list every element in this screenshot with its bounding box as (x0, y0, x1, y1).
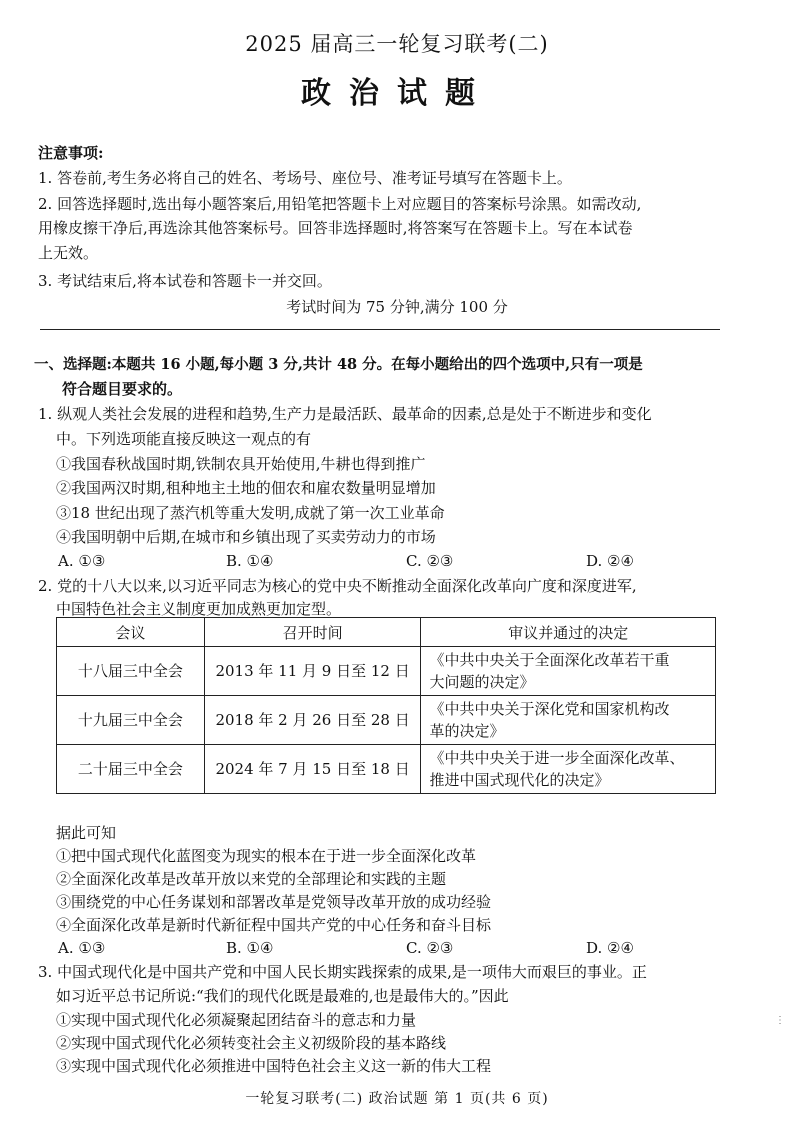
option-b: B. ①④ (226, 552, 274, 570)
decision-line: 革的决定》 (429, 722, 505, 740)
table-row (57, 696, 716, 745)
page-footer: 一轮复习联考(二) 政治试题 第 1 页(共 6 页) (245, 1091, 549, 1107)
question-3-statement: ②实现中国式现代化必须转变社会主义初级阶段的基本路线 (56, 1034, 447, 1052)
divider (40, 329, 720, 330)
notice-heading: 注意事项: (38, 144, 104, 162)
option-d: D. ②④ (586, 552, 634, 570)
section-heading-cont: 符合题目要求的。 (62, 380, 183, 398)
question-1-statement: ③18 世纪出现了蒸汽机等重大发明,成就了第一次工业革命 (56, 504, 445, 522)
decision-line: 《中共中央关于全面深化改革若干重 (429, 651, 670, 669)
question-2-statement: ④全面深化改革是新时代新征程中国共产党的中心任务和奋斗目标 (56, 916, 492, 934)
option-d: D. ②④ (586, 939, 634, 957)
question-2-stem-cont: 中国特色社会主义制度更加成熟更加定型。 (56, 600, 342, 618)
meetings-table (56, 617, 716, 794)
question-1-statement: ④我国明朝中后期,在城市和乡镇出现了买卖劳动力的市场 (56, 528, 436, 546)
option-a: A. ①③ (58, 939, 106, 957)
column-header-decision: 审议并通过的决定 (421, 618, 716, 647)
question-3-stem: 3. 中国式现代化是中国共产党和中国人民长期实践探索的成果,是一项伟大而艰巨的事业。正 (38, 963, 647, 981)
meeting-cell: 二十届三中全会 (57, 745, 205, 794)
notice-item: 上无效。 (38, 244, 99, 262)
margin-mark: ⋮ (775, 1015, 785, 1026)
question-1-statement: ①我国春秋战国时期,铁制农具开始使用,牛耕也得到推广 (56, 455, 426, 473)
option-c: C. ②③ (406, 939, 454, 957)
decision-cell (421, 696, 716, 745)
time-cell: 2024 年 7 月 15 日至 18 日 (204, 745, 421, 794)
column-header-meeting: 会议 (57, 618, 205, 647)
question-1-statement: ②我国两汉时期,租种地主土地的佃农和雇农数量明显增加 (56, 479, 436, 497)
section-heading: 一、选择题:本题共 16 小题,每小题 3 分,共计 48 分。在每小题给出的四个选项中,只有一项是 (34, 356, 643, 373)
time-cell: 2013 年 11 月 9 日至 12 日 (204, 647, 421, 696)
decision-cell (421, 647, 716, 696)
question-2-statement: ③围绕党的中心任务谋划和部署改革是党领导改革开放的成功经验 (56, 893, 492, 911)
decision-cell (421, 745, 716, 794)
question-1-options (58, 551, 698, 571)
notice-item: 3. 考试结束后,将本试卷和答题卡一并交回。 (38, 272, 332, 290)
question-1-stem: 1. 纵观人类社会发展的进程和趋势,生产力是最活跃、最革命的因素,总是处于不断进步和变化 (38, 405, 652, 423)
table-row (57, 745, 716, 794)
option-c: C. ②③ (406, 552, 454, 570)
question-2-lead: 据此可知 (56, 824, 117, 842)
decision-line: 大问题的决定》 (429, 673, 535, 691)
decision-line: 《中共中央关于进一步全面深化改革、 (429, 749, 685, 767)
subject-title: 政治试题 (301, 76, 493, 111)
exam-title: 2025 届高三一轮复习联考(二) (245, 32, 549, 56)
question-1-stem-cont: 中。下列选项能直接反映这一观点的有 (56, 430, 312, 448)
question-3-statement: ①实现中国式现代化必须凝聚起团结奋斗的意志和力量 (56, 1011, 417, 1029)
question-3-stem-cont: 如习近平总书记所说:“我们的现代化既是最难的,也是最伟大的。”因此 (56, 987, 509, 1005)
notice-item: 用橡皮擦干净后,再选涂其他答案标号。回答非选择题时,将答案写在答题卡上。写在本试卷 (38, 219, 633, 237)
meeting-cell: 十九届三中全会 (57, 696, 205, 745)
notice-item: 1. 答卷前,考生务必将自己的姓名、考场号、座位号、准考证号填写在答题卡上。 (38, 169, 572, 187)
meeting-cell: 十八届三中全会 (57, 647, 205, 696)
exam-time-info: 考试时间为 75 分钟,满分 100 分 (286, 298, 508, 316)
question-2-options (58, 938, 698, 958)
column-header-time: 召开时间 (204, 618, 421, 647)
question-2-stem: 2. 党的十八大以来,以习近平同志为核心的党中央不断推动全面深化改革向广度和深度进军, (38, 577, 637, 595)
question-3-statement: ③实现中国式现代化必须推进中国特色社会主义这一新的伟大工程 (56, 1057, 492, 1075)
option-b: B. ①④ (226, 939, 274, 957)
question-2-statement: ①把中国式现代化蓝图变为现实的根本在于进一步全面深化改革 (56, 847, 477, 865)
option-a: A. ①③ (58, 552, 106, 570)
notice-item: 2. 回答选择题时,选出每小题答案后,用铅笔把答题卡上对应题目的答案标号涂黑。如需改动, (38, 195, 642, 213)
table-row (57, 647, 716, 696)
decision-line: 推进中国式现代化的决定》 (429, 771, 610, 789)
decision-line: 《中共中央关于深化党和国家机构改 (429, 700, 670, 718)
table-header-row (57, 618, 716, 647)
time-cell: 2018 年 2 月 26 日至 28 日 (204, 696, 421, 745)
question-2-statement: ②全面深化改革是改革开放以来党的全部理论和实践的主题 (56, 870, 447, 888)
